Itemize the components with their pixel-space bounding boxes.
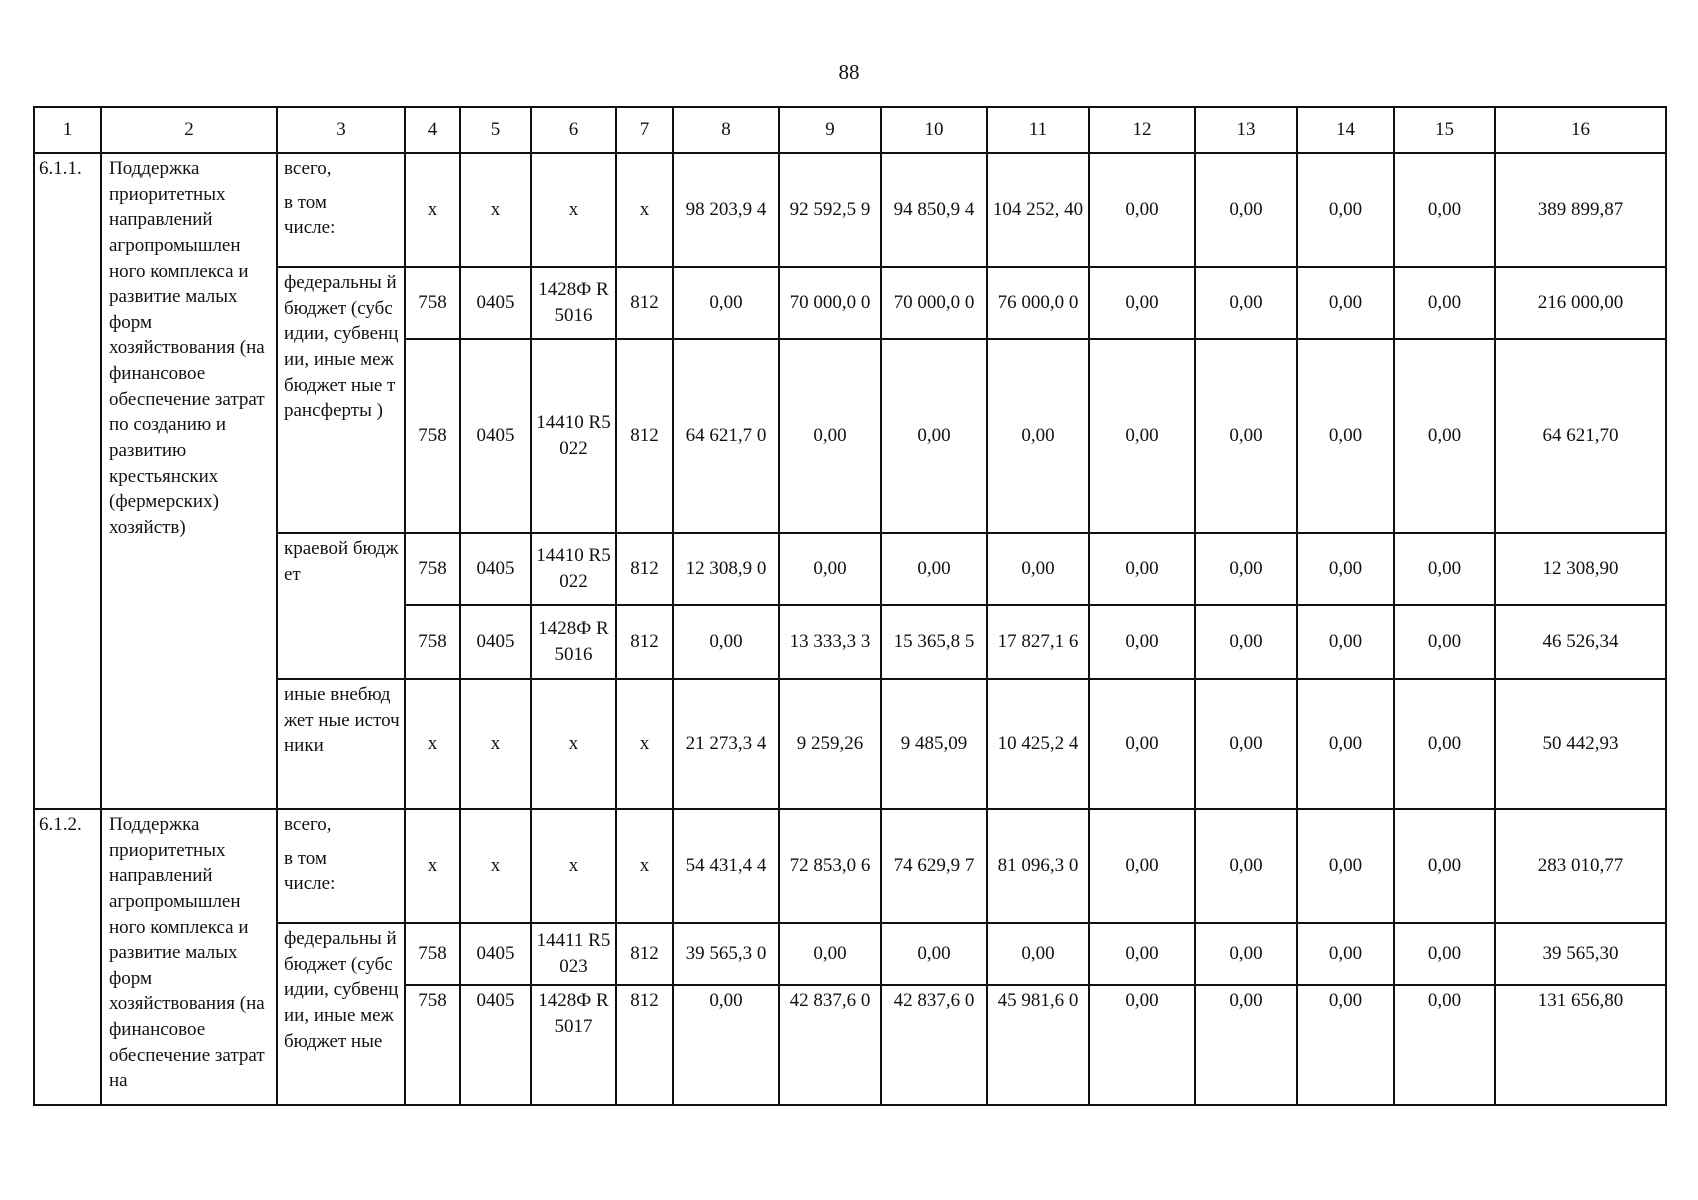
cell-year-9: 13 333,3 3 bbox=[779, 605, 881, 679]
cell-year-10: 70 000,0 0 bbox=[881, 267, 987, 339]
page-number: 88 bbox=[838, 60, 860, 84]
table-row bbox=[34, 679, 1666, 809]
cell-year-12: 0,00 bbox=[1089, 923, 1195, 985]
header-cell-col-9: 9 bbox=[779, 107, 881, 153]
cell-year-9: 9 259,26 bbox=[779, 679, 881, 809]
cell-year-11: 45 981,6 0 bbox=[987, 985, 1089, 1105]
cell-year-9: 42 837,6 0 bbox=[779, 985, 881, 1105]
cell-kbk-type: 812 bbox=[616, 533, 673, 605]
header-cell-col-12: 12 bbox=[1089, 107, 1195, 153]
cell-year-9: 92 592,5 9 bbox=[779, 153, 881, 267]
cell-kbk-type: х bbox=[616, 153, 673, 267]
cell-kbk-type: 812 bbox=[616, 605, 673, 679]
cell-year-15: 0,00 bbox=[1394, 339, 1495, 533]
cell-year-14: 0,00 bbox=[1297, 679, 1394, 809]
cell-year-13: 0,00 bbox=[1195, 533, 1297, 605]
cell-year-12: 0,00 bbox=[1089, 267, 1195, 339]
cell-year-9: 0,00 bbox=[779, 923, 881, 985]
cell-year-12: 0,00 bbox=[1089, 679, 1195, 809]
cell-year-14: 0,00 bbox=[1297, 923, 1394, 985]
cell-year-8: 98 203,9 4 bbox=[673, 153, 779, 267]
cell-kbk-admin: 758 bbox=[405, 923, 460, 985]
cell-year-12: 0,00 bbox=[1089, 809, 1195, 923]
cell-year-15: 0,00 bbox=[1394, 923, 1495, 985]
cell-year-12: 0,00 bbox=[1089, 605, 1195, 679]
cell-year-10: 15 365,8 5 bbox=[881, 605, 987, 679]
cell-total: 50 442,93 bbox=[1495, 679, 1666, 809]
table-row bbox=[34, 153, 1666, 267]
budget-table bbox=[33, 106, 1667, 1106]
cell-year-10: 0,00 bbox=[881, 923, 987, 985]
cell-year-11: 0,00 bbox=[987, 533, 1089, 605]
source-cell-other: иные внебюджет ные источники bbox=[277, 679, 405, 809]
source-cell-federal: федеральны й бюджет (субсидии, субвенции, иные межбюджет ные bbox=[277, 923, 405, 1105]
cell-kbk-target: 1428Ф R5016 bbox=[531, 605, 616, 679]
cell-year-11: 0,00 bbox=[987, 923, 1089, 985]
cell-year-13: 0,00 bbox=[1195, 809, 1297, 923]
cell-kbk-target: х bbox=[531, 679, 616, 809]
cell-year-12: 0,00 bbox=[1089, 985, 1195, 1105]
cell-year-10: 94 850,9 4 bbox=[881, 153, 987, 267]
source-total-line: в том bbox=[284, 191, 327, 213]
cell-year-13: 0,00 bbox=[1195, 923, 1297, 985]
cell-year-15: 0,00 bbox=[1394, 809, 1495, 923]
table-body bbox=[34, 107, 1666, 1105]
cell-year-9: 72 853,0 6 bbox=[779, 809, 881, 923]
header-cell-col-6: 6 bbox=[531, 107, 616, 153]
cell-year-8: 0,00 bbox=[673, 985, 779, 1105]
cell-year-15: 0,00 bbox=[1394, 533, 1495, 605]
cell-year-15: 0,00 bbox=[1394, 605, 1495, 679]
cell-year-13: 0,00 bbox=[1195, 605, 1297, 679]
source-cell-federal: федеральны й бюджет (субсидии, субвенции, иные межбюджет ные трансферты ) bbox=[277, 267, 405, 533]
cell-kbk-section: 0405 bbox=[460, 985, 531, 1105]
cell-year-8: 0,00 bbox=[673, 267, 779, 339]
cell-year-14: 0,00 bbox=[1297, 267, 1394, 339]
cell-kbk-target: 14410 R5022 bbox=[531, 339, 616, 533]
cell-kbk-type: 812 bbox=[616, 985, 673, 1105]
table-row bbox=[34, 533, 1666, 605]
cell-kbk-admin: 758 bbox=[405, 339, 460, 533]
table-row bbox=[34, 923, 1666, 985]
cell-kbk-type: х bbox=[616, 809, 673, 923]
cell-year-13: 0,00 bbox=[1195, 153, 1297, 267]
cell-year-12: 0,00 bbox=[1089, 533, 1195, 605]
source-total-line: числе: bbox=[284, 873, 336, 895]
source-total-line: всего, bbox=[284, 814, 332, 835]
cell-year-15: 0,00 bbox=[1394, 153, 1495, 267]
header-cell-col-4: 4 bbox=[405, 107, 460, 153]
row-number-cell: 6.1.1. bbox=[34, 153, 101, 809]
header-cell-col-16: 16 bbox=[1495, 107, 1666, 153]
cell-year-15: 0,00 bbox=[1394, 267, 1495, 339]
header-cell-col-11: 11 bbox=[987, 107, 1089, 153]
table-header-row bbox=[34, 107, 1666, 153]
cell-kbk-target: 14411 R5023 bbox=[531, 923, 616, 985]
header-cell-col-7: 7 bbox=[616, 107, 673, 153]
cell-year-8: 64 621,7 0 bbox=[673, 339, 779, 533]
source-total-line: в том bbox=[284, 847, 327, 869]
cell-total: 64 621,70 bbox=[1495, 339, 1666, 533]
cell-year-11: 76 000,0 0 bbox=[987, 267, 1089, 339]
cell-kbk-section: 0405 bbox=[460, 339, 531, 533]
row-number-cell: 6.1.2. bbox=[34, 809, 101, 1105]
cell-kbk-section: х bbox=[460, 153, 531, 267]
cell-year-9: 0,00 bbox=[779, 339, 881, 533]
table-row bbox=[34, 809, 1666, 923]
cell-year-9: 70 000,0 0 bbox=[779, 267, 881, 339]
cell-total: 46 526,34 bbox=[1495, 605, 1666, 679]
cell-year-10: 42 837,6 0 bbox=[881, 985, 987, 1105]
cell-year-13: 0,00 bbox=[1195, 339, 1297, 533]
cell-kbk-admin: 758 bbox=[405, 267, 460, 339]
cell-kbk-target: 14410 R5022 bbox=[531, 533, 616, 605]
cell-year-14: 0,00 bbox=[1297, 533, 1394, 605]
cell-year-12: 0,00 bbox=[1089, 339, 1195, 533]
cell-kbk-section: 0405 bbox=[460, 533, 531, 605]
header-cell-col-14: 14 bbox=[1297, 107, 1394, 153]
source-total-line: всего, bbox=[284, 158, 332, 179]
cell-kbk-target: х bbox=[531, 809, 616, 923]
cell-kbk-admin: х bbox=[405, 809, 460, 923]
cell-year-14: 0,00 bbox=[1297, 339, 1394, 533]
cell-year-11: 17 827,1 6 bbox=[987, 605, 1089, 679]
cell-kbk-admin: х bbox=[405, 679, 460, 809]
cell-kbk-type: 812 bbox=[616, 339, 673, 533]
cell-kbk-type: х bbox=[616, 679, 673, 809]
cell-kbk-section: 0405 bbox=[460, 923, 531, 985]
cell-year-13: 0,00 bbox=[1195, 679, 1297, 809]
cell-year-8: 39 565,3 0 bbox=[673, 923, 779, 985]
cell-kbk-admin: 758 bbox=[405, 985, 460, 1105]
cell-year-11: 0,00 bbox=[987, 339, 1089, 533]
cell-kbk-admin: х bbox=[405, 153, 460, 267]
header-cell-col-10: 10 bbox=[881, 107, 987, 153]
header-cell-col-1: 1 bbox=[34, 107, 101, 153]
cell-year-8: 54 431,4 4 bbox=[673, 809, 779, 923]
source-cell-total bbox=[277, 809, 405, 923]
cell-year-15: 0,00 bbox=[1394, 679, 1495, 809]
measure-name-cell: Поддержка приоритетных направлений агропромышлен ного комплекса и развитие малых форм хозяйствования (на финансовое обеспечение затрат на bbox=[101, 809, 277, 1105]
cell-year-10: 9 485,09 bbox=[881, 679, 987, 809]
cell-year-15: 0,00 bbox=[1394, 985, 1495, 1105]
cell-year-14: 0,00 bbox=[1297, 809, 1394, 923]
cell-kbk-section: 0405 bbox=[460, 267, 531, 339]
cell-kbk-admin: 758 bbox=[405, 605, 460, 679]
cell-year-8: 21 273,3 4 bbox=[673, 679, 779, 809]
cell-kbk-section: х bbox=[460, 679, 531, 809]
cell-kbk-section: 0405 bbox=[460, 605, 531, 679]
cell-kbk-type: 812 bbox=[616, 923, 673, 985]
cell-year-14: 0,00 bbox=[1297, 985, 1394, 1105]
header-cell-col-15: 15 bbox=[1394, 107, 1495, 153]
header-cell-col-2: 2 bbox=[101, 107, 277, 153]
header-cell-col-13: 13 bbox=[1195, 107, 1297, 153]
cell-kbk-target: 1428Ф R5017 bbox=[531, 985, 616, 1105]
cell-kbk-admin: 758 bbox=[405, 533, 460, 605]
cell-year-11: 10 425,2 4 bbox=[987, 679, 1089, 809]
header-cell-col-8: 8 bbox=[673, 107, 779, 153]
cell-total: 283 010,77 bbox=[1495, 809, 1666, 923]
cell-year-10: 74 629,9 7 bbox=[881, 809, 987, 923]
table-row bbox=[34, 267, 1666, 339]
cell-total: 389 899,87 bbox=[1495, 153, 1666, 267]
cell-year-13: 0,00 bbox=[1195, 985, 1297, 1105]
source-cell-regional: краевой бюджет bbox=[277, 533, 405, 679]
cell-kbk-target: 1428Ф R5016 bbox=[531, 267, 616, 339]
source-total-line: числе: bbox=[284, 217, 336, 239]
cell-year-12: 0,00 bbox=[1089, 153, 1195, 267]
cell-kbk-target: х bbox=[531, 153, 616, 267]
cell-year-11: 81 096,3 0 bbox=[987, 809, 1089, 923]
measure-name-cell: Поддержка приоритетных направлений агропромышлен ного комплекса и развитие малых форм хозяйствования (на финансовое обеспечение затрат по созданию и развитию крестьянских (фермерских) хозяйств) bbox=[101, 153, 277, 809]
cell-total: 216 000,00 bbox=[1495, 267, 1666, 339]
cell-year-14: 0,00 bbox=[1297, 605, 1394, 679]
cell-year-10: 0,00 bbox=[881, 533, 987, 605]
cell-total: 12 308,90 bbox=[1495, 533, 1666, 605]
source-cell-total bbox=[277, 153, 405, 267]
header-cell-col-5: 5 bbox=[460, 107, 531, 153]
cell-year-11: 104 252, 40 bbox=[987, 153, 1089, 267]
cell-year-10: 0,00 bbox=[881, 339, 987, 533]
cell-year-14: 0,00 bbox=[1297, 153, 1394, 267]
cell-kbk-section: х bbox=[460, 809, 531, 923]
cell-total: 39 565,30 bbox=[1495, 923, 1666, 985]
cell-total: 131 656,80 bbox=[1495, 985, 1666, 1105]
cell-year-9: 0,00 bbox=[779, 533, 881, 605]
cell-year-8: 12 308,9 0 bbox=[673, 533, 779, 605]
header-cell-col-3: 3 bbox=[277, 107, 405, 153]
cell-kbk-type: 812 bbox=[616, 267, 673, 339]
cell-year-8: 0,00 bbox=[673, 605, 779, 679]
cell-year-13: 0,00 bbox=[1195, 267, 1297, 339]
